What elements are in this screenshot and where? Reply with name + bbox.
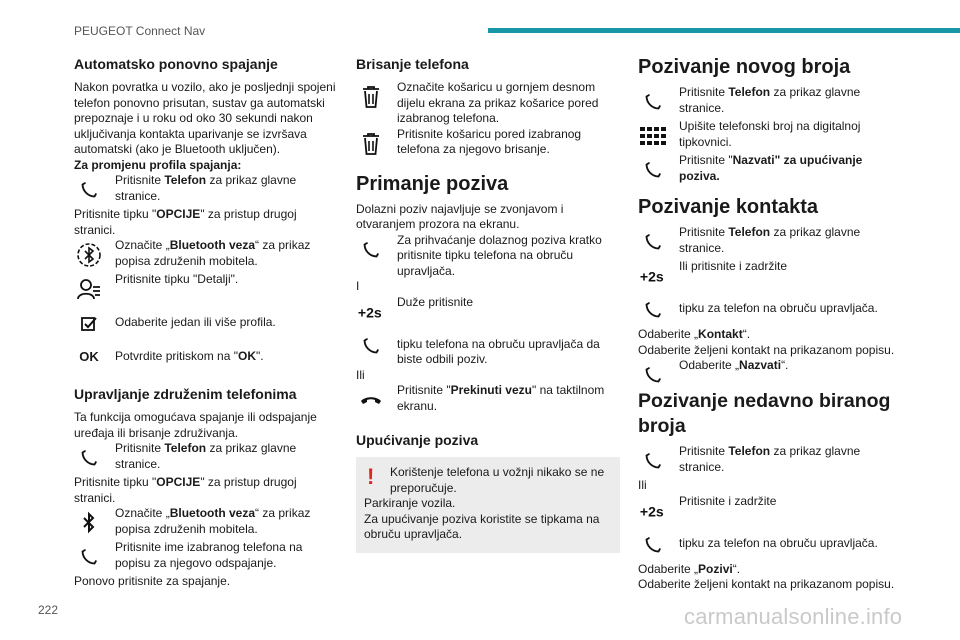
watermark: carmanualsonline.info bbox=[684, 604, 903, 629]
step-opcije: Pritisnite tipku "OPCIJE" za pristup drugoj stranici. bbox=[74, 207, 297, 237]
user-details-icon bbox=[74, 274, 104, 304]
section-title-manage: Upravljanje združenim telefonima bbox=[74, 386, 297, 402]
step-delete-1: Označite košaricu u gornjem desnom dijelu ekrana za prikaz košarice pored izabranog telefona. bbox=[356, 80, 620, 127]
section-title-recent: Pozivanje nedavno biranog broja bbox=[638, 390, 891, 437]
phone-icon bbox=[74, 443, 104, 473]
warning-box bbox=[356, 457, 620, 553]
select-contact-text: Odaberite željeni kontakt na prikazanom popisu. bbox=[638, 342, 895, 357]
receive-text: Dolazni poziv najavljuje se zvonjavom i otvaranjem prozora na ekranu. bbox=[356, 201, 564, 231]
section-title-contact: Pozivanje kontakta bbox=[638, 196, 819, 218]
svg-text:+2s: +2s bbox=[357, 304, 382, 321]
column-3 bbox=[638, 55, 900, 593]
step-delete-2: Pritisnite košaricu pored izabranog telefona za njegovo brisanje. bbox=[356, 127, 620, 161]
phone-icon bbox=[638, 295, 668, 325]
profile-heading: Za promjenu profila spajanja: bbox=[74, 157, 242, 172]
phone-icon bbox=[638, 446, 668, 476]
phone-icon bbox=[74, 542, 104, 572]
header-accent-bar bbox=[488, 28, 960, 33]
warning-text: Korištenje telefona u vožnji nikako se ne preporučuje. bbox=[390, 465, 605, 495]
section-title-receive: Primanje poziva bbox=[356, 172, 509, 195]
step-press-telefon-3: Pritisnite Telefon za prikaz glavne stranice. bbox=[638, 85, 900, 119]
phone-icon bbox=[638, 360, 668, 390]
phone-icon bbox=[638, 530, 668, 560]
reconnect-text: Ponovo pritisnite za spajanje. bbox=[74, 574, 231, 588]
step-nazvati: Odaberite „Nazvati“. bbox=[638, 358, 900, 375]
ok-icon: OK bbox=[79, 349, 99, 365]
or-ili-text-2: Ili bbox=[638, 478, 647, 492]
step-press-telefon-2: Pritisnite Telefon za prikaz glavne stranice. bbox=[74, 441, 336, 475]
checkbox-icon bbox=[74, 308, 104, 338]
manage-text: Ta funkcija omogućava spajanje ili odspajanje uređaja ili brisanje združivanja. bbox=[74, 410, 317, 440]
section-title-auto-reconnect: Automatsko ponovno spajanje bbox=[74, 56, 278, 72]
phone-icon bbox=[356, 235, 386, 265]
step-or-hold: +2s Ili pritisnite i zadržite bbox=[638, 259, 900, 293]
step-press-telefon: Pritisnite Telefon za prikaz glavne stranice. bbox=[74, 173, 336, 207]
section-title-outgoing: Upućivanje poziva bbox=[356, 432, 479, 448]
long-press-icon bbox=[638, 496, 668, 526]
step-press-telefon-4: Pritisnite Telefon za prikaz glavne stranice. bbox=[638, 225, 900, 259]
select-pozivi: Odaberite „Pozivi“. bbox=[638, 561, 741, 576]
warning-icon: ! bbox=[367, 464, 375, 489]
park-text: Parkiranje vozila. bbox=[364, 496, 456, 510]
section-title-new-number: Pozivanje novog broja bbox=[638, 56, 851, 78]
phone-icon bbox=[638, 87, 668, 117]
long-press-icon bbox=[356, 297, 386, 327]
section-title-delete: Brisanje telefona bbox=[356, 56, 469, 72]
trash-icon bbox=[356, 82, 386, 112]
or-ili-text: Ili bbox=[356, 367, 365, 382]
step-steering-button: tipku za telefon na obruču upravljača. bbox=[638, 293, 900, 327]
select-contact-text-2: Odaberite željeni kontakt na prikazanom popisu. bbox=[638, 577, 895, 591]
step-detalji: Pritisnite tipku "Detalji". bbox=[74, 272, 336, 306]
header-title: PEUGEOT Connect Nav bbox=[74, 24, 206, 38]
keypad-icon bbox=[638, 121, 668, 151]
svg-text:+2s: +2s bbox=[639, 503, 664, 520]
step-ok: OK Potvrdite pritiskom na "OK". bbox=[74, 340, 336, 374]
column-2 bbox=[356, 55, 620, 553]
auto-reconnect-text: Nakon povratka u vozilo, ako je posljednji spojeni telefon ponovno prisutan, sustav ga automatski prepoznaje i u roku od oko 30 sekundi nakon uključivanja kontakta uparivanje se izvršava automatski (ako je Bluetooth uključen). bbox=[74, 80, 336, 156]
step-dial: Upišite telefonski broj na digitalnoj tipkovnici. bbox=[638, 119, 900, 153]
step-hold: +2s Pritisnite i zadržite bbox=[638, 494, 900, 528]
step-opcije-2: Pritisnite tipku "OPCIJE" za pristup drugoj stranici. bbox=[74, 475, 297, 505]
long-press-icon bbox=[638, 261, 668, 291]
phone-icon bbox=[638, 227, 668, 257]
phone-icon bbox=[74, 175, 104, 205]
bluetooth-icon bbox=[74, 240, 104, 270]
phone-icon bbox=[356, 331, 386, 361]
step-bluetooth-veza-2: Označite „Bluetooth veza“ za prikaz popisa združenih mobitela. bbox=[74, 506, 336, 540]
step-hangup: Pritisnite "Prekinuti vezu" na taktilnom ekranu. bbox=[356, 383, 620, 417]
step-bluetooth-veza: Označite „Bluetooth veza“ za prikaz popisa združenih mobitela. bbox=[74, 238, 336, 272]
step-reject: tipku telefona na obruču upravljača da biste odbili poziv. bbox=[356, 329, 620, 368]
column-1 bbox=[74, 55, 336, 590]
step-accept: Za prihvaćanje dolaznog poziva kratko pritisnite tipku telefona na obruču upravljača. bbox=[356, 233, 620, 280]
steering-call-text: Za upućivanje poziva koristite se tipkama na obruču upravljača. bbox=[364, 511, 600, 541]
svg-text:+2s: +2s bbox=[639, 268, 664, 285]
select-kontakt: Odaberite „Kontakt“. bbox=[638, 327, 751, 341]
step-profiles: Odaberite jedan ili više profila. bbox=[74, 306, 336, 340]
step-press-telefon-5: Pritisnite Telefon za prikaz glavne stranice. bbox=[638, 444, 900, 478]
bluetooth-icon bbox=[74, 508, 104, 538]
step-call: Pritisnite "Nazvati" za upućivanje poziva. bbox=[638, 153, 900, 187]
step-steering-button-2: tipku za telefon na obruču upravljača. bbox=[638, 528, 900, 562]
phone-icon bbox=[638, 155, 668, 185]
step-long-press: +2s Duže pritisnite bbox=[356, 295, 620, 329]
hang-up-icon bbox=[356, 385, 386, 415]
step-disconnect: Pritisnite ime izabranog telefona na popisu za njegovo odspajanje. bbox=[74, 540, 336, 574]
trash-icon bbox=[356, 129, 386, 159]
page-number: 222 bbox=[38, 603, 59, 617]
or-i-text: I bbox=[356, 279, 360, 293]
